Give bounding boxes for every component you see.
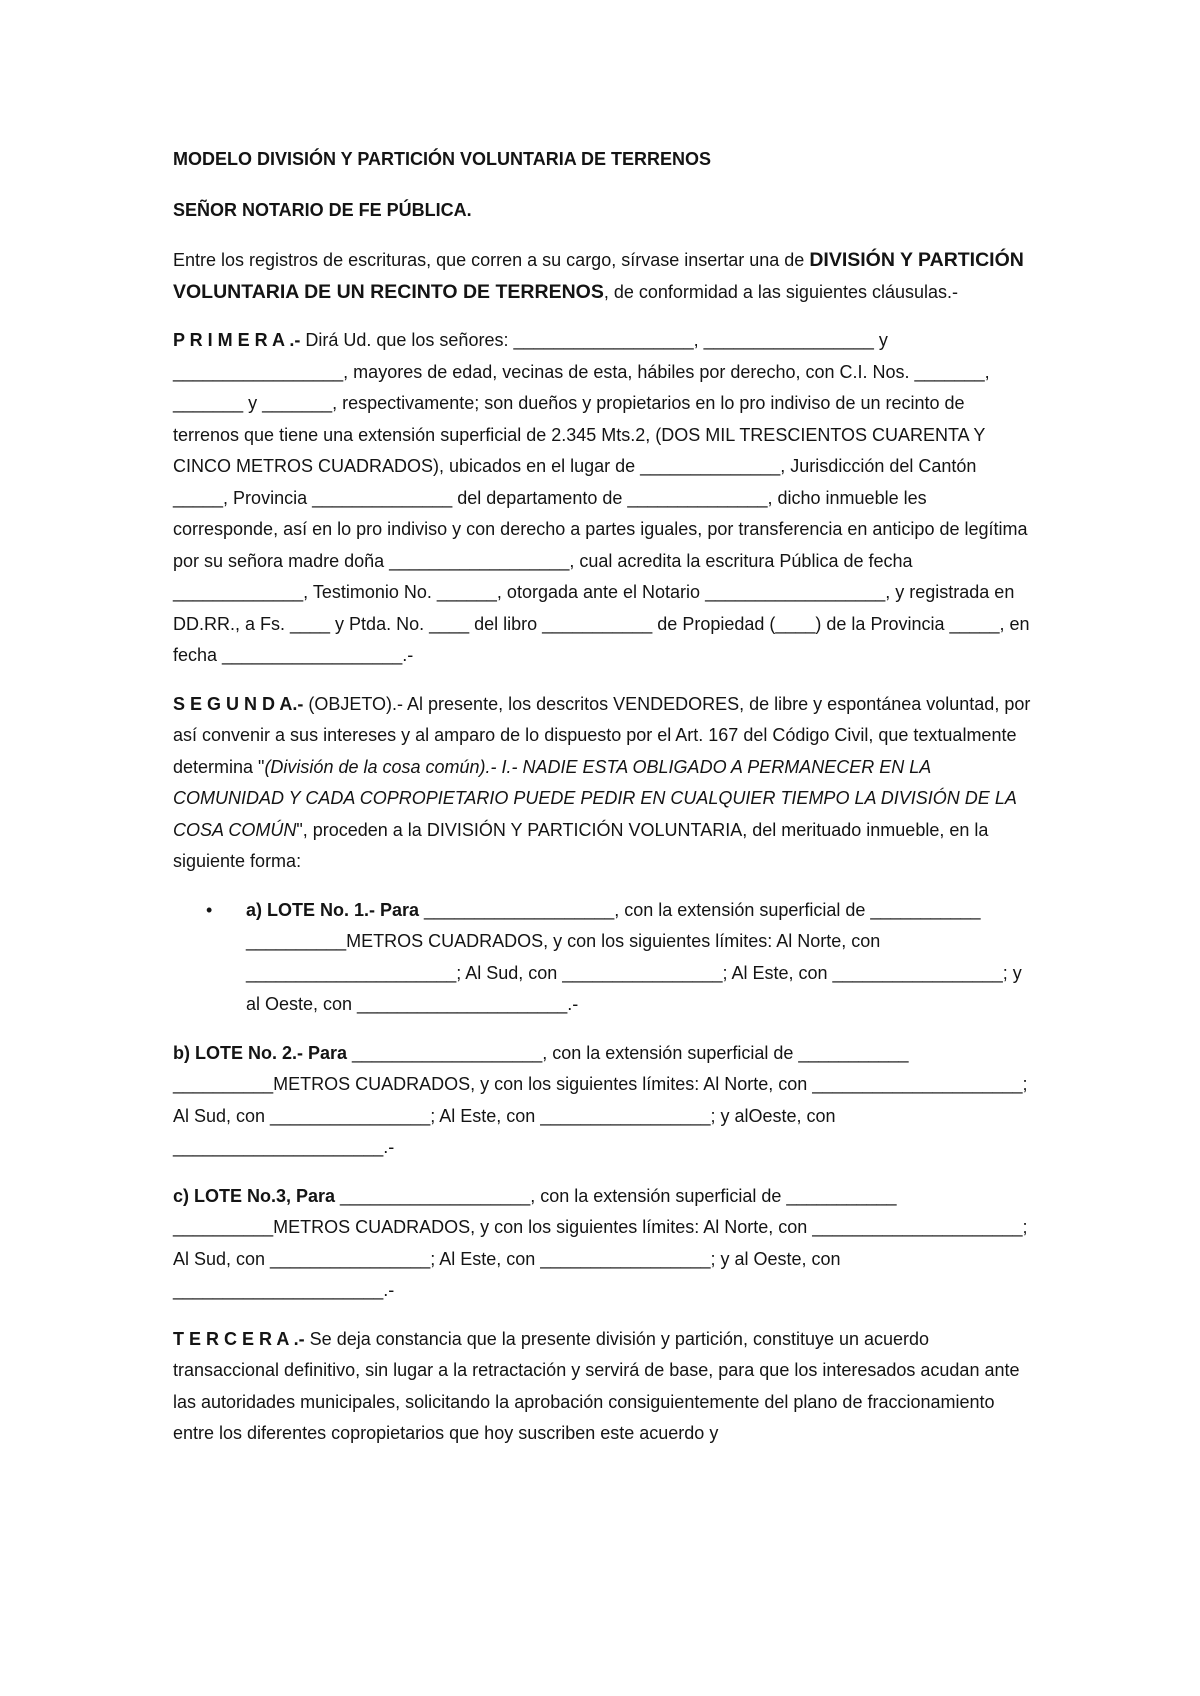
clause-tercera-label: T E R C E R A .- xyxy=(173,1328,305,1349)
clause-segunda-quote: (División de la cosa común).- I.- NADIE ESTA OBLIGADO A PERMANECER EN LA COMUNIDAD Y CADA COPROPIETARIO PUEDE PEDIR EN CUALQUIER TIEMPO LA DIVISIÓN DE LA COSA COMÚN xyxy=(173,756,1017,840)
document-title: MODELO DIVISIÓN Y PARTICIÓN VOLUNTARIA DE TERRENOS xyxy=(173,149,712,169)
clause-segunda-text-1: (OBJETO).- Al presente, los descritos VENDEDORES, de libre y espontánea voluntad, por así convenir a sus intereses y al amparo de lo dispuesto por el Art. 167 del Código Civil, que textualmente determina " xyxy=(173,693,1031,777)
lot-item-2 xyxy=(173,1038,1034,1164)
bullet-icon: • xyxy=(206,899,213,920)
clause-primera-text: Dirá Ud. que los señores: __________________, _________________ y _________________, mayores de edad, vecinas de esta, hábiles por derecho, con C.I. Nos. _______, _______ y _______, respectivamente; son dueños y propietarios en lo pro indiviso de un recinto de terrenos que tiene una extensión superficial de 2.345 Mts.2, (DOS MIL TRESCIENTOS CUARENTA Y CINCO METROS CUADRADOS), ubicados en el lugar de ______________, Jurisdicción del Cantón _____, Provincia ______________ del departamento de ______________, dicho inmueble les corresponde, así en lo pro indiviso y con derecho a partes iguales, por transferencia en anticipo de legítima por su señora madre doña __________________, cual acredita la escritura Pública de fecha _____________, Testimonio No. ______, otorgada ante el Notario __________________, y registrada en DD.RR., a Fs. ____ y Ptda. No. ____ del libro ___________ de Propiedad (____) de la Provincia _____, en fecha __________________.- xyxy=(173,330,1030,665)
lot-3-text: ___________________, con la extensión superficial de ___________ __________METROS CUADRADOS, y con los siguientes límites: Al Norte, con _____________________; Al Sud, con ________________; Al Este, con _________________; y al Oeste, con _____________________.- xyxy=(173,1185,1028,1300)
lot-1-text: ___________________, con la extensión superficial de ___________ __________METROS CUADRADOS, y con los siguientes límites: Al Norte, con _____________________; Al Sud, con ________________; Al Este, con _________________; y al Oeste, con _____________________.- xyxy=(246,899,1022,1014)
intro-bold: DIVISIÓN Y PARTICIÓN VOLUNTARIA DE UN RECINTO DE TERRENOS xyxy=(173,249,1024,303)
lot-list xyxy=(173,895,1034,1021)
clause-primera-label: P R I M E R A .- xyxy=(173,330,301,350)
clause-tercera-text: Se deja constancia que la presente división y partición, constituye un acuerdo transaccional definitivo, sin lugar a la retractación y servirá de base, para que los interesados acudan ante las autoridades municipales, solicitando la aprobación consiguientemente del plano de fraccionamiento entre los diferentes copropietarios que hoy suscriben este acuerdo y xyxy=(173,1328,1020,1443)
intro-text-1: Entre los registros de escrituras, que corren a su cargo, sírvase insertar una de xyxy=(173,250,810,270)
lot-item-1 xyxy=(173,895,1034,1021)
clause-tercera xyxy=(173,1324,1034,1450)
intro-paragraph xyxy=(173,245,1034,308)
lot-3-label: c) LOTE No.3, Para xyxy=(173,1185,336,1206)
addressee: SEÑOR NOTARIO DE FE PÚBLICA. xyxy=(173,199,472,220)
lot-1-label: a) LOTE No. 1.- Para xyxy=(246,899,420,920)
lot-2-text: ___________________, con la extensión superficial de ___________ __________METROS CUADRADOS, y con los siguientes límites: Al Norte, con _____________________; Al Sud, con ________________; Al Este, con _________________; y alOeste, con _____________________.- xyxy=(173,1042,1028,1157)
clause-segunda-label: S E G U N D A.- xyxy=(173,693,304,714)
lot-item-3 xyxy=(173,1181,1034,1307)
clause-primera xyxy=(173,325,1034,672)
clause-segunda-text-2: ", proceden a la DIVISIÓN Y PARTICIÓN VOLUNTARIA, del merituado inmueble, en la siguiente forma: xyxy=(173,819,989,871)
clause-segunda xyxy=(173,689,1034,878)
intro-text-2: , de conformidad a las siguientes cláusulas.- xyxy=(603,281,959,302)
lot-2-label: b) LOTE No. 2.- Para xyxy=(173,1042,348,1063)
